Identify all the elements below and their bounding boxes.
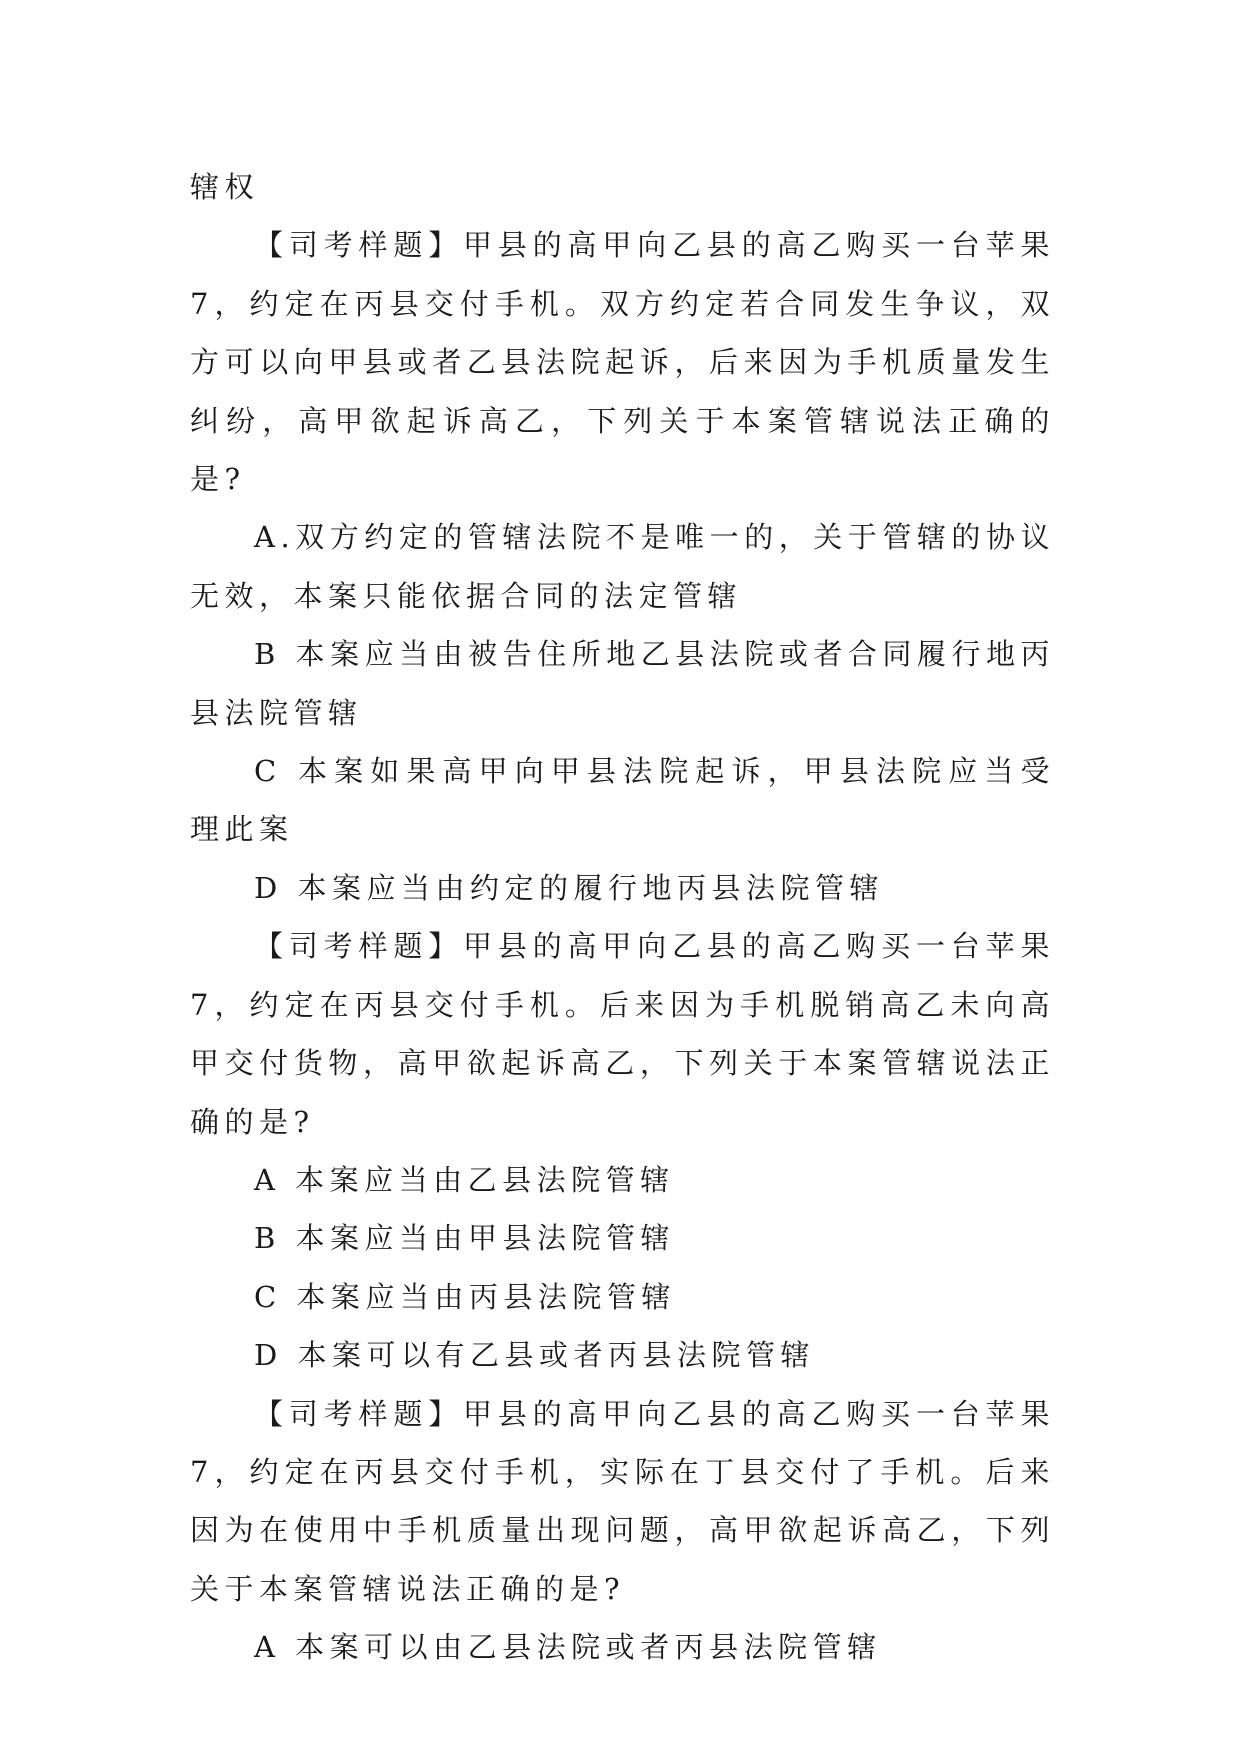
- question-2-option-c: C 本案应当由丙县法院管辖: [254, 1279, 676, 1314]
- paragraph-continuation: 辖权: [190, 170, 260, 204]
- question-2-option-a: A 本案应当由乙县法院管辖: [254, 1162, 675, 1197]
- question-2-stem: 【司考样题】甲县的高甲向乙县的高乙购买一台苹果 7，约定在丙县交付手机。后来因为手机脱销高乙未向高甲交付货物，高甲欲起诉高乙，下列关于本案管辖说法正确的是?: [190, 929, 1055, 1139]
- question-2-option-d: D 本案可以有乙县或者丙县法院管辖: [254, 1338, 815, 1373]
- question-3-option-a: A 本案可以由乙县法院或者丙县法院管辖: [254, 1630, 882, 1665]
- question-1-option-b: B 本案应当由被告住所地乙县法院或者合同履行地丙县法院管辖: [190, 637, 1055, 730]
- question-1-option-c: C 本案如果高甲向甲县法院起诉，甲县法院应当受理此案: [190, 754, 1055, 847]
- question-2-option-b: B 本案应当由甲县法院管辖: [254, 1221, 676, 1256]
- question-1-stem: 【司考样题】甲县的高甲向乙县的高乙购买一台苹果 7，约定在丙县交付手机。双方约定若合同发生争议，双方可以向甲县或者乙县法院起诉，后来因为手机质量发生纠纷，高甲欲起诉高乙，下列关于本案管辖说法正确的是?: [190, 228, 1055, 497]
- document-body: [190, 158, 1055, 1677]
- question-1-option-a: A.双方约定的管辖法院不是唯一的，关于管辖的协议无效，本案只能依据合同的法定管辖: [190, 520, 1055, 613]
- question-1-option-d: D 本案应当由约定的履行地丙县法院管辖: [254, 870, 884, 905]
- question-3-stem: 【司考样题】甲县的高甲向乙县的高乙购买一台苹果 7，约定在丙县交付手机，实际在丁县交付了手机。后来因为在使用中手机质量出现问题，高甲欲起诉高乙，下列关于本案管辖说法正确的是?: [190, 1396, 1055, 1606]
